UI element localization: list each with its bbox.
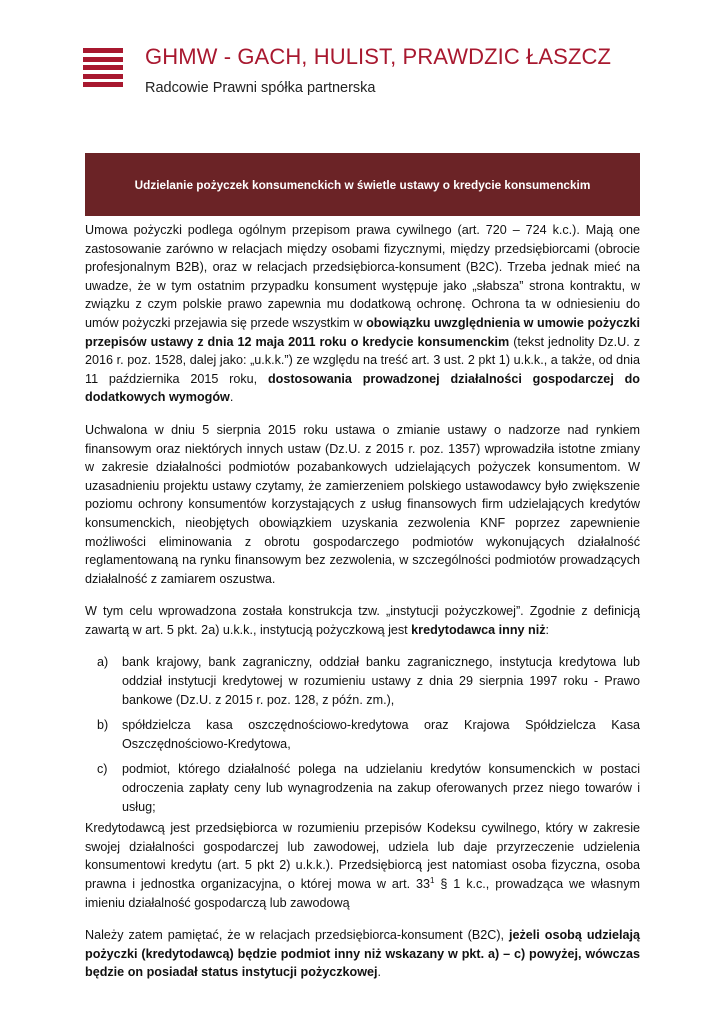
logo-stripe — [83, 48, 123, 53]
logo-stripe — [83, 65, 123, 70]
text-run: . — [377, 965, 382, 980]
logo-stripe — [83, 82, 123, 87]
bold-run: jeżeli osobą udzielają pożyczki (kredytodawcą) będzie podmiot inny niż wskazany w pkt. a) – c) powyżej, wówczas będzie on posiadał status instytucji pożyczkowej — [85, 928, 641, 980]
paragraph-5 — [85, 926, 640, 982]
list-item-text: spółdzielcza kasa oszczędnościowo-kredytowa oraz Krajowa Spółdzielcza Kasa Oszczędnościowo-Kredytowa, — [122, 718, 640, 751]
text-run: Należy zatem pamiętać, że w relacjach przedsiębiorca-konsument (B2C), — [85, 928, 509, 943]
list-item — [85, 716, 640, 753]
paragraph-4 — [85, 819, 640, 912]
text-run: W tym celu wprowadzona została konstrukcja tzw. „instytucji pożyczkowej”. Zgodnie z definicją zawartą w art. 5 pkt. 2a) u.k.k., instytucją pożyczkową jest — [85, 604, 640, 637]
bold-run: obowiązku uwzględnienia w umowie pożyczki przepisów ustawy z dnia 12 maja 2011 roku o kredycie konsumenckim — [85, 315, 640, 349]
firm-name: GHMW - GACH, HULIST, PRAWDZIC ŁASZCZ — [145, 44, 612, 69]
text-run: . — [229, 390, 234, 405]
list-item-text: bank krajowy, bank zagraniczny, oddział banku zagranicznego, instytucja kredytowa lub oddział instytucji kredytowej w rozumieniu ustawy z dnia 29 sierpnia 1997 roku - Prawo bankowe (Dz.U. z 2015 r. poz. 128, z późn. zm.), — [122, 655, 640, 707]
paragraph-1 — [85, 221, 640, 407]
list-marker: a) — [97, 655, 109, 670]
list-item — [85, 653, 640, 709]
definition-list — [85, 653, 640, 816]
list-item-text: podmiot, którego działalność polega na udzielaniu kredytów konsumenckich w postaci odroczenia zapłaty ceny lub wynagrodzenia na zakup oferowanych przez niego towarów i usług; — [122, 762, 640, 814]
logo-stripe — [83, 57, 123, 62]
list-marker: b) — [97, 718, 109, 733]
document-title: Udzielanie pożyczek konsumenckich w świetle ustawy o kredycie konsumenckim — [134, 177, 591, 192]
paragraph-3 — [85, 602, 640, 639]
text-run: § 1 k.c., prowadząca we własnym imieniu działalność gospodarczą lub zawodową — [85, 877, 641, 910]
superscript: 1 — [430, 875, 435, 885]
paragraph-2: Uchwalona w dniu 5 sierpnia 2015 roku ustawa o zmianie ustawy o nadzorze nad rynkiem finansowym oraz niektórych innych ustaw (Dz.U. z 2015 r. poz. 1357) wprowadziła istotne zmiany w zakresie działalności podmiotów pozabankowych udzielających pożyczek konsumentom. W uzasadnieniu projektu ustawy czytamy, że zamierzeniem polskiego ustawodawcy było zwiększenie poziomu ochrony konsumentów korzystających z usług finansowych firm udzielających kredytów konsumenckich, nieobjętych obowiązkiem uzyskania zezwolenia KNF poprzez zapewnienie możliwości eliminowania z obrotu gospodarczego podmiotów wykonujących działalność reglamentowaną na rynku finansowym bez zezwolenia, w szczególności podmiotów prowadzących działalność z zamiarem oszustwa. — [85, 422, 640, 586]
document-body — [85, 221, 640, 996]
document-title-banner — [85, 153, 640, 216]
text-run: Kredytodawcą jest przedsiębiorca w rozumieniu przepisów Kodeksu cywilnego, który w zakresie swojej działalności gospodarczej lub zawodowej, udziela lub daje przyrzeczenie udzielenia konsumentowi kredytu (art. 5 pkt 2) u.k.k.). Przedsiębiorcą jest natomiast osoba fizyczna, osoba prawna i jednostka organizacyjna, o której mowa w art. 33 — [85, 821, 640, 891]
text-run: Umowa pożyczki podlega ogólnym przepisom prawa cywilnego (art. 720 – 724 k.c.). Mają one zastosowanie zarówno w relacjach między osobami fizycznymi, między przedsiębiorcami (obrocie profesjonalnym B2B), oraz w relacjach przedsiębiorca-konsument (B2C). Trzeba jednak mieć na uwadze, że w tym ostatnim przypadku konsument występuje jako „słabsza” strona kontraktu, w związku z czym polskie prawo zapewnia mu dodatkową ochronę. Ochrona ta w odniesieniu do umów pożyczki przejawia się przede wszystkim w — [85, 223, 640, 330]
bold-run: dostosowania prowadzonej działalności gospodarczej do dodatkowych wymogów — [85, 371, 640, 405]
firm-subtitle: Radcowie Prawni spółka partnerska — [145, 80, 376, 96]
list-item — [85, 760, 640, 816]
text-run: : — [545, 622, 550, 637]
text-run: (tekst jednolity Dz.U. z 2016 r. poz. 1528, dalej jako: „u.k.k.”) ze względu na treść art. 3 ust. 2 pkt 1) u.k.k., a także, od dnia 11 października 2015 roku, — [85, 334, 640, 386]
logo-stripe — [83, 74, 123, 79]
bold-run: kredytodawca inny niż — [411, 622, 546, 637]
list-marker: c) — [97, 762, 108, 777]
firm-logo — [83, 48, 123, 91]
